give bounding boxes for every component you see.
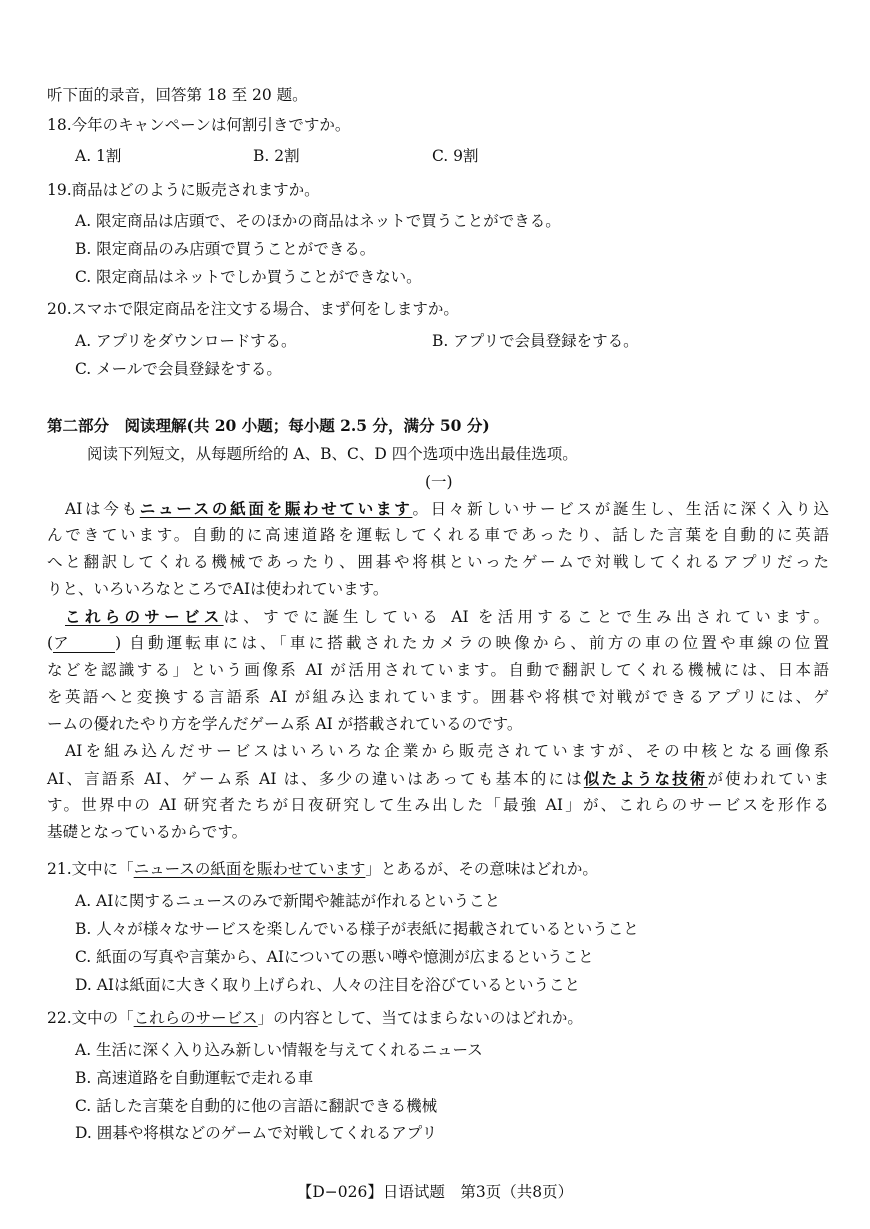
question-20-stem: 20.スマホで限定商品を注文する場合、まず何をしますか。 xyxy=(47,300,459,318)
question-20-option-c: C. メールで会員登録をする。 xyxy=(75,360,282,378)
question-21-option-a: A. AIに関するニュースのみで新聞や雑誌が作れるということ xyxy=(75,892,501,910)
question-22-option-d: D. 囲碁や将棋などのゲームで対戦してくれるアプリ xyxy=(75,1124,438,1142)
passage-text: ( xyxy=(47,634,54,652)
passage-line xyxy=(47,495,829,523)
underlined-phrase-technology: 似たような技術 xyxy=(583,769,708,788)
underlined-phrase-news: ニュースの紙面を賑わせています xyxy=(139,499,413,518)
question-text: 」とあるが、その意味はどれか。 xyxy=(365,860,598,878)
question-22-option-a: A. 生活に深く入り込み新しい情報を与えてくれるニュース xyxy=(75,1041,483,1059)
question-19-option-a: A. 限定商品は店頭で、そのほかの商品はネットで買うことができる。 xyxy=(75,212,561,230)
question-20-option-a: A. アプリをダウンロードする。 xyxy=(75,332,297,350)
question-22-underlined: これらのサービス xyxy=(133,1009,258,1027)
question-21-underlined: ニュースの紙面を賑わせています xyxy=(133,860,366,878)
passage-line: りと、いろいろなところでAIは使われています。 xyxy=(47,580,389,598)
passage-line xyxy=(47,603,829,631)
question-text: 」の内容として、当てはまらないのはどれか。 xyxy=(257,1009,583,1027)
question-21-stem xyxy=(47,857,598,879)
page-footer: 【D−026】日语试题 第3页（共8页） xyxy=(296,1183,574,1201)
section-2-instruction: 阅读下列短文，从每题所给的 A、B、C、D 四个选项中选出最佳选项。 xyxy=(87,445,578,463)
underlined-phrase-services: これらのサービス xyxy=(65,607,224,626)
passage-line: などを認識する」という画像系 AI が活用されています。自動で翻訳してくれる機械には、日本語 xyxy=(47,661,829,679)
question-19-stem: 19.商品はどのように販売されますか。 xyxy=(47,181,320,199)
answer-blank-a: ア xyxy=(53,634,115,653)
question-18-option-c: C. 9割 xyxy=(432,147,479,165)
passage-line: ームの優れたやり方を学んだゲーム系 AI が搭載されているのです。 xyxy=(47,715,523,733)
question-19-option-b: B. 限定商品のみ店頭で買うことができる。 xyxy=(75,240,376,258)
question-18-option-b: B. 2割 xyxy=(253,147,300,165)
passage-line: んできています。自動的に高速道路を運転してくれる車であったり、話した言葉を自動的に英語 xyxy=(47,526,829,544)
passage-line: 基礎となっているからです。 xyxy=(47,823,248,841)
passage-text: が使われていま xyxy=(707,770,829,788)
passage-text: 。日々新しいサービスが誕生し、生活に深く入り込 xyxy=(412,500,829,518)
section-2-header: 第二部分 阅读理解(共 20 小题；每小题 2.5 分，满分 50 分) xyxy=(47,416,490,435)
passage-line xyxy=(47,765,829,793)
question-text: 22.文中の「 xyxy=(47,1009,134,1027)
passage-text: ) 自動運転車には、「車に搭載されたカメラの映像から、前方の車の位置や車線の位置 xyxy=(115,634,829,652)
question-18-option-a: A. 1割 xyxy=(75,147,122,165)
passage-line xyxy=(47,630,829,657)
question-21-option-c: C. 紙面の写真や言葉から、AIについての悪い噂や憶測が広まるということ xyxy=(75,948,594,966)
question-text: 21.文中に「 xyxy=(47,860,134,878)
passage-text: は、すでに誕生している AI を活用することで生み出されています。 xyxy=(223,608,829,626)
question-22-option-c: C. 話した言葉を自動的に他の言語に翻訳できる機械 xyxy=(75,1097,438,1115)
passage-line: す。世界中の AI 研究者たちが日夜研究して生み出した「最強 AI」が、これらのサービスを形作る xyxy=(47,796,829,814)
passage-text: AI、言語系 AI、ゲーム系 AI は、多少の違いはあっても基本的には xyxy=(47,770,584,788)
question-19-option-c: C. 限定商品はネットでしか買うことができない。 xyxy=(75,268,422,286)
question-22-stem xyxy=(47,1006,583,1028)
question-18-stem: 18.今年のキャンペーンは何割引きですか。 xyxy=(47,116,351,134)
question-22-option-b: B. 高速道路を自動運転で走れる車 xyxy=(75,1069,314,1087)
question-21-option-b: B. 人々が様々なサービスを楽しんでいる様子が表紙に掲載されているということ xyxy=(75,920,639,938)
question-20-option-b: B. アプリで会員登録をする。 xyxy=(432,332,639,350)
passage-line: を英語へと変換する言語系 AI が組み込まれています。囲碁や将棋で対戦ができるアプリには、ゲ xyxy=(47,688,829,706)
listening-instruction: 听下面的录音，回答第 18 至 20 题。 xyxy=(47,86,308,104)
passage-line: へと翻訳してくれる機械であったり、囲碁や将棋といったゲームで対戦してくれるアプリだった xyxy=(47,553,829,571)
passage-text: AIは今も xyxy=(65,500,140,518)
passage-number: (一) xyxy=(425,473,453,491)
passage-line: AIを組み込んだサービスはいろいろな企業から販売されていますが、その中核となる画像系 xyxy=(65,742,829,760)
question-21-option-d: D. AIは紙面に大きく取り上げられ、人々の注目を浴びているということ xyxy=(75,976,580,994)
